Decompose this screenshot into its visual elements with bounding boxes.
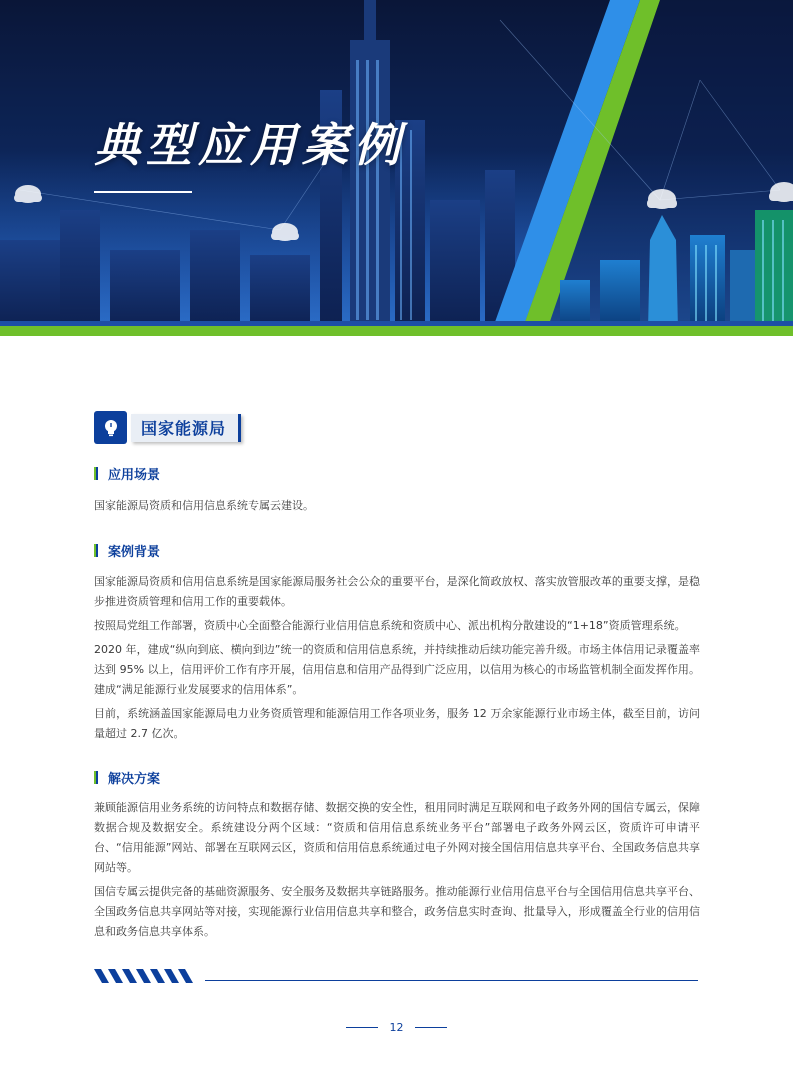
organization-name: 国家能源局 <box>131 414 241 442</box>
lightbulb-icon <box>94 411 127 444</box>
paragraph: 目前，系统涵盖国家能源局电力业务资质管理和能源信用工作各项业务，服务 12 万余家能源行业市场主体，截至目前，访问量超过 2.7 亿次。 <box>94 707 700 740</box>
heading-text: 案例背景 <box>108 545 161 560</box>
section-heading-scenario <box>94 464 160 483</box>
paragraph: 国信专属云提供完备的基础资源服务、安全服务及数据共享链路服务。推动能源行业信用信息平台与全国信用信息共享平台、全国政务信息共享网站等对接，实现能源行业信用信息共享和整合，政务信息实时查询、批量导入，形成覆盖全行业的信用信息和政务信息共享体系。 <box>94 885 700 938</box>
heading-text: 解决方案 <box>108 772 161 787</box>
paragraph: 国家能源局资质和信用信息系统专属云建设。 <box>94 499 314 512</box>
page-number: 12 <box>389 1021 404 1034</box>
organization-header <box>94 411 241 444</box>
page-dash-left <box>346 1027 378 1028</box>
paragraph: 兼顾能源信用业务系统的访问特点和数据存储、数据交换的安全性，租用同时满足互联网和电子政务外网的国信专属云，保障数据合规及数据安全。系统建设分两个区域：“资质和信用信息系统业务平台”部署电子政务外网云区，资质许可申请平台、“信用能源”网站、部署在互联网云区，资质和信用信息系统通过电子外网对接全国信用信息共享平台、全国政务信息共享网站等。 <box>94 801 700 874</box>
heading-text: 应用场景 <box>108 468 161 483</box>
paragraph: 国家能源局资质和信用信息系统是国家能源局服务社会公众的重要平台，是深化简政放权、落实放管服改革的重要支撑，是稳步推进资质管理和信用工作的重要载体。 <box>94 575 700 608</box>
section-heading-background <box>94 541 160 560</box>
heading-marker <box>94 544 98 557</box>
footer-divider <box>205 980 698 981</box>
page-title: 典型应用案例 <box>94 118 406 172</box>
header-banner <box>0 0 793 336</box>
heading-marker <box>94 771 98 784</box>
title-underline <box>94 191 192 193</box>
paragraph: 按照局党组工作部署，资质中心全面整合能源行业信用信息系统和资质中心、派出机构分散建设的“1+18”资质管理系统。 <box>94 619 686 632</box>
page-dash-right <box>415 1027 447 1028</box>
heading-marker <box>94 467 98 480</box>
section-heading-solution <box>94 768 160 787</box>
paragraph: 2020 年，建成“纵向到底、横向到边”统一的资质和信用信息系统，并持续推动后续功能完善升级。市场主体信用记录覆盖率达到 95% 以上，信用评价工作有序开展，信用信息和信用产品得到广泛应用，以信用为核心的市场监管机制全面发挥作用。建成“满足能源行业发展要求的信用体系”。 <box>94 643 700 696</box>
footer-stripes-decoration <box>94 969 204 983</box>
page-number-area <box>346 1021 447 1034</box>
